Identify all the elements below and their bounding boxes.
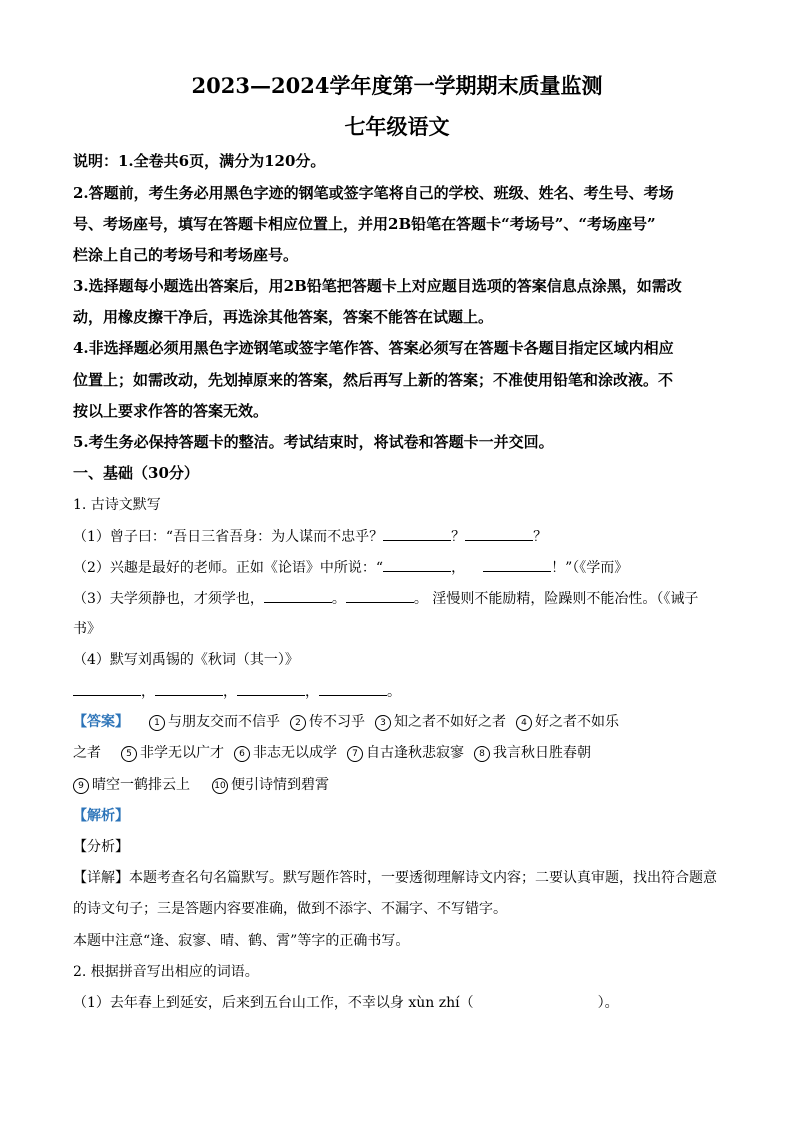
question-1-part-3	[73, 588, 733, 609]
answer-blank[interactable]	[237, 681, 305, 696]
fenxi-label: 【分析】	[73, 839, 129, 855]
answer-number-badge: 7	[347, 746, 363, 762]
q1-p2-sep: ，	[451, 560, 466, 576]
detail-text: 本题考查名句名篇默写。默写题作答时，一要透彻理解诗文内容；二要认真审题，找出符合题意	[129, 870, 717, 886]
q2-p1-end: ）。	[597, 995, 619, 1011]
answer-text: 自古逢秋悲寂寥	[366, 745, 464, 761]
answer-number-badge: 1	[149, 715, 165, 731]
note-line: 位置上；如需改动，先划掉原来的答案，然后再写上新的答案；不准使用铅笔和涂改液。不	[73, 371, 674, 389]
answer-text: 非志无以成学	[253, 745, 337, 761]
note-line: 4.非选择题必须用黑色字迹钢笔或签字笔作答、答案必须写在答题卡各题目指定区域内相应	[73, 339, 674, 357]
answer-number-badge: 2	[290, 715, 306, 731]
answer-number-badge: 4	[516, 715, 532, 731]
question-1-title: 1. 古诗文默写	[73, 497, 161, 513]
answer-blank[interactable]	[483, 557, 551, 572]
q1-p2-text: （2）兴趣是最好的老师。正如《论语》中所说：“	[73, 560, 384, 576]
q1-p1-text: （1）曾子曰：“吾日三省吾身：为人谋而不忠乎？	[73, 529, 384, 545]
answer-text: 好之者不如乐	[535, 714, 619, 730]
answer-number-badge: 10	[212, 778, 228, 794]
note-line: 动，用橡皮擦干净后，再选涂其他答案，答案不能答在试题上。	[73, 308, 494, 326]
note-line: 3.选择题每小题选出答案后，用2B铅笔把答题卡上对应题目选项的答案信息点涂黑，如需改	[73, 277, 682, 295]
separator: 。	[387, 684, 401, 700]
separator: ，	[223, 684, 237, 700]
answer-text: 与朋友交而不信乎	[168, 714, 280, 730]
q1-p3-sep: 。	[331, 591, 346, 607]
answer-number-badge: 8	[474, 746, 490, 762]
separator: ，	[141, 684, 155, 700]
answer-text: 我言秋日胜春朝	[493, 745, 591, 761]
answer-number-badge: 6	[234, 746, 250, 762]
answer-number-badge: 9	[73, 778, 89, 794]
note-line: 号、考场座号，填写在答题卡相应位置上，并用2B铅笔在答题卡“考场号”、“考场座号”	[73, 215, 656, 233]
answer-label: 【答案】	[73, 714, 129, 730]
answer-blank[interactable]	[264, 588, 332, 603]
answer-text: 知之者不如好之者	[394, 714, 506, 730]
question-1-part-4: （4）默写刘禹锡的《秋词（其一）》	[73, 652, 299, 668]
question-1-part-1	[73, 526, 733, 547]
note-line: 栏涂上自己的考场号和考场座号。	[73, 246, 299, 264]
detail-line-3: 本题中注意“逢、寂寥、晴、鹤、霄”等字的正确书写。	[73, 933, 410, 949]
detail-line-1	[73, 868, 733, 888]
answer-number-badge: 3	[375, 715, 391, 731]
answer-blank[interactable]	[383, 557, 451, 572]
q1-p3-text: （3）夫学须静也，才须学也，	[73, 591, 264, 607]
question-2-title: 2. 根据拼音写出相应的词语。	[73, 964, 259, 980]
q1-p1-sep: ？	[451, 529, 466, 545]
q1-p3-end: 。 淫慢则不能励精，险躁则不能冶性。（《诫子	[413, 591, 699, 607]
answer-text: 之者	[73, 745, 101, 761]
question-2-part-1	[73, 993, 733, 1013]
analysis-label: 【解析】	[73, 808, 129, 824]
detail-line-2: 的诗文句子；三是答题内容要准确，做到不添字、不漏字、不写错字。	[73, 901, 507, 917]
answer-line-1	[73, 712, 733, 732]
answer-blank[interactable]	[73, 681, 141, 696]
answer-blank[interactable]	[346, 588, 414, 603]
answer-text: 便引诗情到碧霄	[231, 777, 329, 793]
answer-text: 传不习乎	[309, 714, 365, 730]
question-1-part-3-cont: 书》	[73, 621, 101, 637]
answer-text: 非学无以广才	[140, 745, 224, 761]
note-line: 5.考生务必保持答题卡的整洁。考试结束时，将试卷和答题卡一并交回。	[73, 433, 554, 451]
answer-blank[interactable]	[383, 526, 451, 541]
note-line: 2.答题前，考生务必用黑色字迹的钢笔或签字笔将自己的学校、班级、姓名、考生号、考场	[73, 184, 674, 202]
exam-title: 2023—2024学年度第一学期期末质量监测	[191, 73, 603, 98]
q1-p2-end: ！”（《学而》	[551, 560, 629, 576]
question-1-part-2	[73, 557, 733, 578]
answer-blank[interactable]	[155, 681, 223, 696]
detail-label: 【详解】	[73, 870, 129, 886]
note-line: 说明：1.全卷共6页，满分为120分。	[73, 152, 326, 170]
answer-line-2	[73, 743, 733, 763]
answer-blank[interactable]	[319, 681, 387, 696]
note-line: 按以上要求作答的答案无效。	[73, 402, 269, 420]
answer-blank[interactable]	[465, 526, 533, 541]
question-1-part-4-blanks	[73, 681, 733, 702]
q1-p1-end: ？	[533, 529, 548, 545]
answer-text: 晴空一鹤排云上	[92, 777, 190, 793]
exam-subtitle: 七年级语文	[344, 114, 450, 139]
section-heading: 一、基础（30分）	[73, 464, 199, 482]
answer-number-badge: 5	[121, 746, 137, 762]
answer-line-3	[73, 775, 733, 795]
separator: ，	[305, 684, 319, 700]
q2-p1-text: （1）去年春上到延安，后来到五台山工作，不幸以身 xùn zhí（	[73, 995, 474, 1011]
